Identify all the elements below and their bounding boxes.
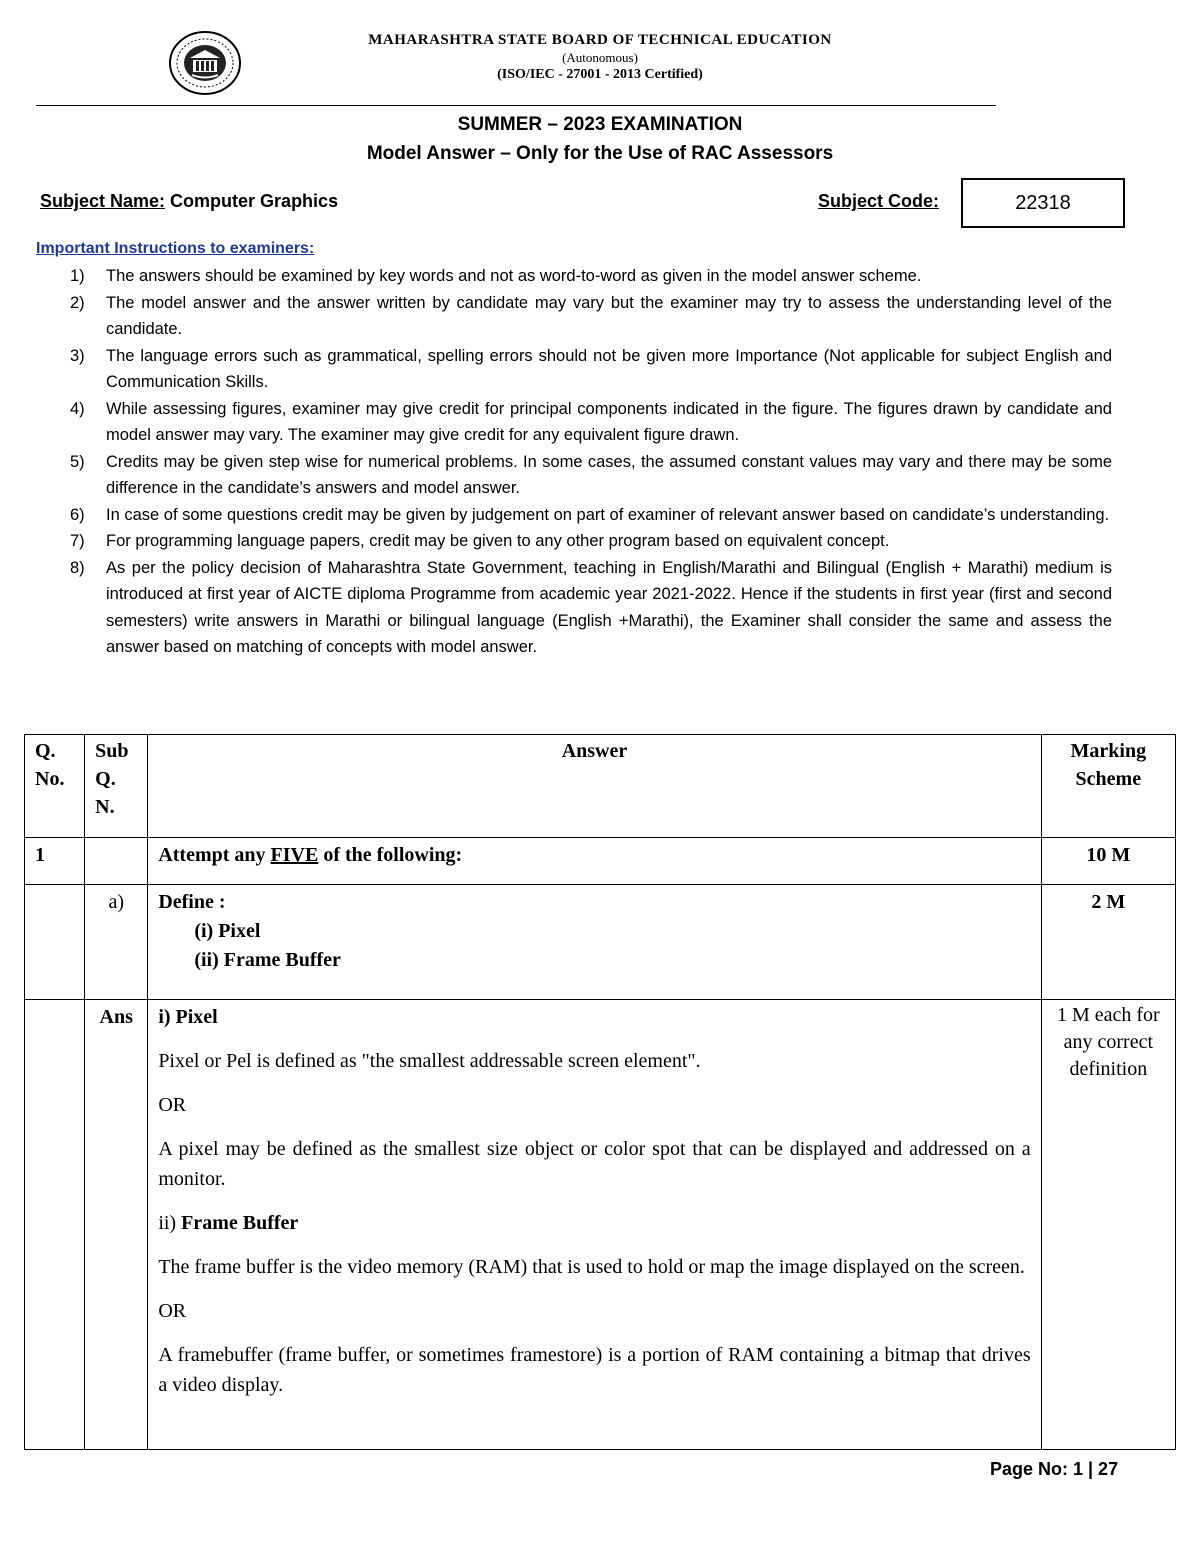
q1-marks: 10 M xyxy=(1041,838,1175,885)
answer-or: OR xyxy=(158,1300,187,1322)
header-divider xyxy=(36,105,996,106)
define-items xyxy=(158,917,1030,975)
answer-paragraph: Pixel or Pel is defined as "the smallest addressable screen element". xyxy=(158,1050,701,1072)
subject-name-label: Subject Name: xyxy=(40,191,166,211)
model-answer-title: Model Answer – Only for the Use of RAC Assessors xyxy=(366,143,834,164)
subject-code-box xyxy=(961,178,1125,228)
question-a xyxy=(148,885,1041,1000)
q1-instruction: Attempt any FIVE of the following: xyxy=(148,838,1041,885)
instruction-item: 8) As per the policy decision of Maharashtra State Government, teaching in English/Marathi and Bilingual (English + Marathi) medium is introduced at first year of AICTE diploma Programme from academic year 2021-2022. Hence if the students in first year (first and second semesters) write answers in Marathi or bilingual language (English +Marathi), the Examiner shall consider the same and assess the answer based on matching of concepts with model answer. xyxy=(70,558,1112,656)
define-item: (ii) Frame Buffer xyxy=(194,949,341,971)
exam-title: SUMMER – 2023 EXAMINATION xyxy=(457,114,743,135)
table-row xyxy=(25,885,1176,1000)
header-q-no: Q. No. xyxy=(25,735,85,838)
table-row xyxy=(25,838,1176,885)
header-marking-scheme: Marking Scheme xyxy=(1041,735,1175,838)
instruction-item: 1) The answers should be examined by key words and not as word-to-word as given in the model answer scheme. xyxy=(70,267,922,285)
autonomous-label: (Autonomous) xyxy=(562,50,638,65)
subject-name-value: Computer Graphics xyxy=(165,191,339,211)
answer-heading-frame-buffer: ii) Frame Buffer xyxy=(158,1212,299,1234)
instructions-heading: Important Instructions to examiners: xyxy=(36,240,315,257)
answer-paragraph: A framebuffer (frame buffer, or sometimes framestore) is a portion of RAM containing a bitmap that drives a video display. xyxy=(158,1344,1031,1396)
header-answer: Answer xyxy=(148,735,1041,838)
board-name: MAHARASHTRA STATE BOARD OF TECHNICAL EDUCATION xyxy=(368,32,832,48)
table-row xyxy=(25,1000,1176,1450)
answer-body xyxy=(148,1000,1041,1450)
instruction-item: 2) The model answer and the answer written by candidate may vary but the examiner may try to assess the understanding level of the candidate. xyxy=(70,293,1112,338)
q-number: 1 xyxy=(25,838,85,885)
subject-code-label: Subject Code: xyxy=(818,191,940,211)
instruction-item: 7) For programming language papers, credit may be given to any other program based on equivalent concept. xyxy=(70,532,890,550)
subject-code-value: 22318 xyxy=(1015,191,1071,214)
qa-marks: 2 M xyxy=(1041,885,1175,1000)
ans-marks: 1 M each for any correct definition xyxy=(1041,1000,1175,1450)
ans-label: Ans xyxy=(85,1000,148,1450)
answer-table xyxy=(24,734,1176,1450)
q-number-empty xyxy=(25,885,85,1000)
iso-certification: (ISO/IEC - 27001 - 2013 Certified) xyxy=(497,67,703,82)
board-header xyxy=(250,30,950,84)
answer-paragraph: The frame buffer is the video memory (RAM) that is used to hold or map the image displayed on the screen. xyxy=(158,1256,1025,1278)
instruction-item: 6) In case of some questions credit may be given by judgement on part of examiner of relevant answer based on candidate’s understanding. xyxy=(70,505,1110,524)
table-header-row xyxy=(25,735,1176,838)
page-number: Page No: 1 | 27 xyxy=(990,1459,1119,1479)
instruction-item: 5) Credits may be given step wise for numerical problems. In some cases, the assumed constant values may vary and there may be some difference in the candidate’s answers and model answer. xyxy=(70,452,1112,497)
sub-q-label: a) xyxy=(85,885,148,1000)
define-label: Define : xyxy=(158,891,226,913)
msbte-seal-icon xyxy=(168,30,242,96)
instruction-item: 4) While assessing figures, examiner may give credit for principal components indicated in the figure. The figures drawn by candidate and model answer may vary. The examiner may give credit for any equivalent figure drawn. xyxy=(70,399,1112,444)
instruction-item: 3) The language errors such as grammatical, spelling errors should not be given more Importance (Not applicable for subject English and Communication Skills. xyxy=(70,346,1112,391)
header-sub-q: Sub Q. N. xyxy=(85,735,148,838)
define-item: (i) Pixel xyxy=(194,920,261,942)
answer-or: OR xyxy=(158,1094,187,1116)
answer-paragraph: A pixel may be defined as the smallest size object or color spot that can be displayed and addressed on a monitor. xyxy=(158,1138,1031,1190)
sub-q-empty xyxy=(85,838,148,885)
answer-heading-pixel: i) Pixel xyxy=(158,1006,218,1028)
instructions-list xyxy=(36,263,1112,661)
subject-name xyxy=(40,188,338,214)
q-number-empty xyxy=(25,1000,85,1450)
